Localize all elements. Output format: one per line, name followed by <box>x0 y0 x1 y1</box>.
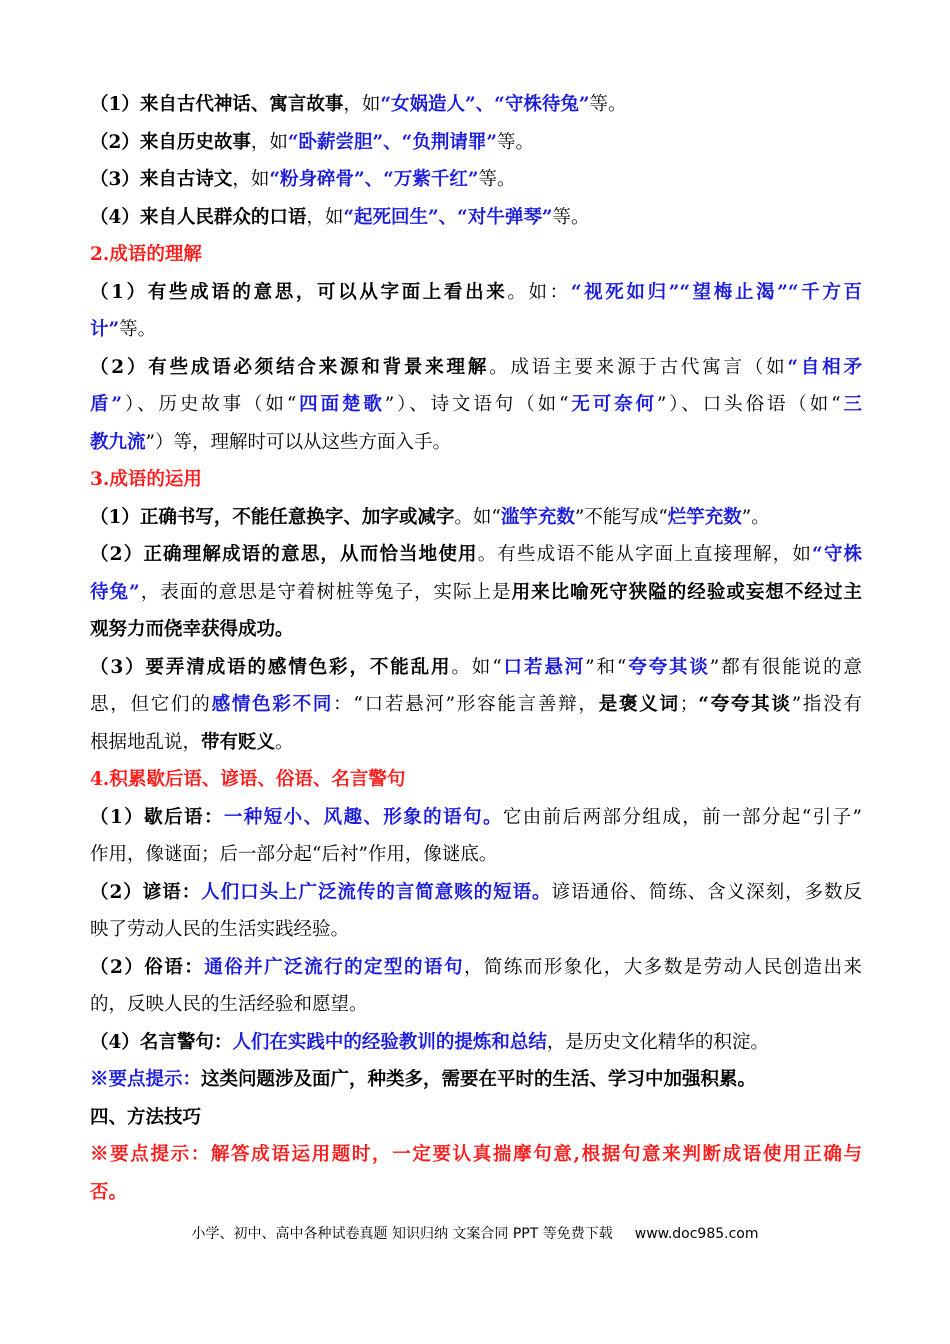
text-line <box>90 611 862 649</box>
text-line <box>90 536 862 574</box>
text-segment: “视死如归”“望梅止渴”“千方百 <box>570 281 862 303</box>
text-segment: 四、方法技巧 <box>90 1106 202 1128</box>
text-segment: 。如“ <box>454 506 501 528</box>
text-segment: 谚语通俗、简练、含义深刻，多数反 <box>551 881 862 903</box>
text-segment: 等。 <box>552 206 590 228</box>
footer-url: www.doc985.com <box>634 1226 759 1242</box>
text-line <box>90 911 862 949</box>
text-segment: ”指没有 <box>791 694 862 715</box>
text-segment: 用来比喻死守狭隘的经验或妄想不经过主 <box>511 581 862 603</box>
text-segment: ，表面的意思是守着树桩等兔子，实际上是 <box>139 581 512 603</box>
text-segment: 4.积累歇后语、谚语、俗语、名言警句 <box>90 769 406 790</box>
text-line <box>90 1099 862 1137</box>
text-segment: 等。 <box>119 319 157 340</box>
text-segment: ”）、口头俗语（如“ <box>656 394 841 415</box>
text-line <box>90 686 862 724</box>
text-segment: （3）要弄清成语的感情色彩，不能乱用 <box>90 656 452 678</box>
text-segment: 等。 <box>589 94 627 115</box>
text-segment: ”）等，理解时可以从这些方面入手。 <box>145 431 451 453</box>
text-segment: （2）正确理解成语的意思，从而恰当地使用 <box>90 544 478 565</box>
text-segment: ，如 <box>250 131 288 153</box>
text-line <box>90 874 862 912</box>
text-segment: 人们口头上广泛流传的言简意赅的短语。 <box>201 881 552 903</box>
text-line <box>90 349 862 387</box>
text-segment: ：“口若悬河”形容能言善辩， <box>333 694 599 715</box>
text-segment: ”都有很能说的意 <box>709 656 862 678</box>
text-segment: 一种短小、风趣、形象的语句。 <box>223 806 503 828</box>
text-line <box>90 986 862 1024</box>
text-segment: 思，但它们的 <box>90 694 212 715</box>
text-segment: “粉身碎骨”、“万紫千红” <box>269 169 479 190</box>
text-segment: 3.成语的运用 <box>90 469 202 490</box>
text-segment: “自相矛 <box>787 356 862 378</box>
text-line <box>90 1174 862 1212</box>
text-line <box>90 124 862 162</box>
text-segment: 。如： <box>507 281 571 303</box>
text-segment: ，如 <box>232 169 270 190</box>
text-segment: 观努力而侥幸获得成功。 <box>90 619 294 640</box>
text-segment: 通俗并广泛流行的定型的语句 <box>204 956 464 978</box>
text-line <box>90 1136 862 1174</box>
text-line <box>90 1024 862 1062</box>
text-line <box>90 1061 862 1099</box>
text-segment: ，简练而形象化，大多数是劳动人民创造出来 <box>463 956 862 978</box>
text-line <box>90 499 862 537</box>
text-segment: 盾” <box>90 394 123 415</box>
text-segment: ※要点提示：解答成语运用题时，一定要认真揣摩句意,根据句意来判断成语使用正确与 <box>90 1144 862 1165</box>
text-segment: 。有些成语不能从字面上直接理解，如 <box>477 544 813 565</box>
text-segment: （3）来自古诗文 <box>90 169 233 190</box>
text-line <box>90 386 862 424</box>
text-segment: 计” <box>90 319 120 340</box>
text-line <box>90 86 862 124</box>
text-line <box>90 761 862 799</box>
text-segment: （2）俗语： <box>90 956 205 978</box>
text-segment: 烂竽充数 <box>667 506 742 528</box>
text-line <box>90 574 862 612</box>
text-segment: ）、历史故事（如“ <box>122 394 297 415</box>
text-segment: “卧薪尝胆”、“负荆请罪” <box>287 131 497 153</box>
text-segment: 。 <box>275 731 294 753</box>
text-segment: 三 <box>840 394 862 415</box>
text-segment: 这类问题涉及面广，种类多，需要在平时的生活、学习中加强积累。 <box>201 1069 757 1090</box>
text-segment: 等。 <box>478 169 516 190</box>
text-segment: ，如 <box>343 94 381 115</box>
text-segment: （1）正确书写，不能任意换字、加字或减字 <box>90 506 455 528</box>
text-segment: “起死回生”、“对牛弹琴” <box>343 206 553 228</box>
text-segment: （1）歇后语： <box>90 806 224 828</box>
text-segment: （1）来自古代神话、寓言故事 <box>90 94 344 115</box>
text-segment: （1）有些成语的意思，可以从字面上看出来 <box>90 281 508 303</box>
text-segment: （4）名言警句： <box>90 1031 233 1053</box>
text-segment: ，如 <box>306 206 344 228</box>
text-segment: （2）谚语： <box>90 881 202 903</box>
text-segment: 夸夸其谈 <box>626 656 710 678</box>
text-line <box>90 649 862 687</box>
text-segment: 无可奈何 <box>568 394 657 415</box>
text-line <box>90 949 862 987</box>
text-segment: “夸夸其谈 <box>698 694 792 715</box>
text-line <box>90 274 862 312</box>
text-segment: 等。 <box>496 131 534 153</box>
text-segment: 口若悬河 <box>501 656 586 678</box>
text-segment: “守株 <box>812 544 862 565</box>
text-segment: ”）、诗文语句（如“ <box>384 394 569 415</box>
text-segment: ； <box>679 694 699 715</box>
text-segment: 的，反映人民的生活经验和愿望。 <box>90 994 368 1015</box>
text-segment: 四面楚歌 <box>296 394 385 415</box>
page-footer <box>0 1223 950 1243</box>
text-segment: ”不能写成“ <box>574 506 668 528</box>
text-line <box>90 424 862 462</box>
text-line <box>90 199 862 237</box>
text-segment: （4）来自人民群众的口语 <box>90 206 307 228</box>
footer-text: 小学、初中、高中各种试卷真题 知识归纳 文案合同 PPT 等免费下载 <box>191 1226 613 1242</box>
text-segment: ，是历史文化精华的积淀。 <box>546 1031 769 1053</box>
text-line <box>90 836 862 874</box>
text-segment: 滥竽充数 <box>500 506 575 528</box>
text-segment: 带有贬义 <box>201 731 276 753</box>
document-body <box>90 86 862 1211</box>
text-segment: 人们在实践中的经验教训的提炼和总结 <box>232 1031 547 1053</box>
text-segment: 感情色彩不同 <box>211 694 334 715</box>
text-segment: 待兔” <box>90 581 140 603</box>
text-segment: 根据地乱说， <box>90 731 202 753</box>
text-segment: 。成语主要来源于古代寓言（如 <box>489 356 788 378</box>
text-segment: 2.成语的理解 <box>90 244 202 265</box>
text-segment: 是褒义词 <box>598 694 680 715</box>
text-line <box>90 236 862 274</box>
text-segment: “女娲造人”、“守株待兔” <box>380 94 590 115</box>
text-segment: 映了劳动人民的生活实践经验。 <box>90 919 350 940</box>
text-segment: 否。 <box>90 1181 128 1203</box>
text-segment: 。如“ <box>451 656 502 678</box>
text-segment: 它由前后两部分组成，前一部分起“引子” <box>502 806 862 828</box>
text-segment: （2）来自历史故事 <box>90 131 251 153</box>
text-line <box>90 724 862 762</box>
text-segment: 教九流 <box>90 431 146 453</box>
text-segment: （2）有些成语必须结合来源和背景来理解 <box>90 356 490 378</box>
text-segment: ※要点提示： <box>90 1069 202 1090</box>
text-segment: 作用，像谜面；后一部分起“后衬”作用，像谜底。 <box>90 844 498 865</box>
text-line <box>90 461 862 499</box>
text-line <box>90 799 862 837</box>
text-segment: ”和“ <box>585 656 627 678</box>
text-line <box>90 311 862 349</box>
text-line <box>90 161 862 199</box>
text-segment: ”。 <box>741 506 770 528</box>
